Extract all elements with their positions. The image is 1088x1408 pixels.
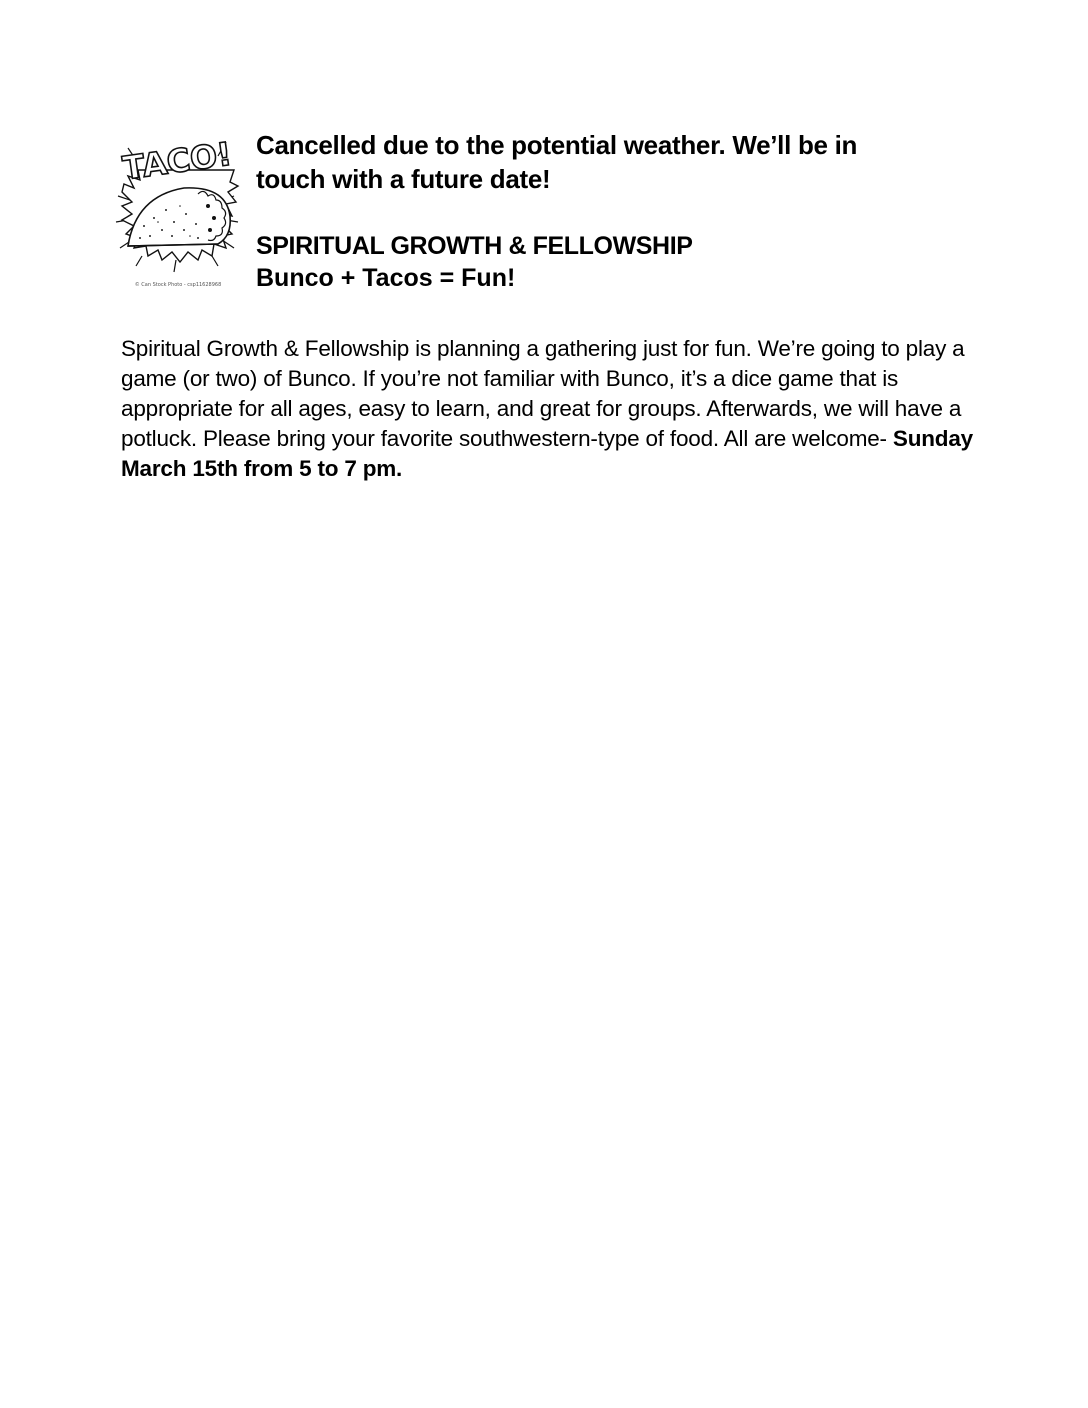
cancellation-line-1: Cancelled due to the potential weather. We’ll be in	[256, 130, 858, 160]
taco-illustration	[114, 126, 242, 292]
svg-text:TACO!: TACO!	[120, 134, 235, 188]
header-block	[256, 128, 1016, 294]
event-description-text: Spiritual Growth & Fellowship is planning a gathering just for fun. We’re going to play a game (or two) of Bunco. If you’re not familiar with Bunco, it’s a dice game that is appropriate for all ages, easy to learn, and great for groups. Afterwards, we will have a potluck. Please bring your favorite southwestern-type of food. All are welcome-	[121, 336, 965, 451]
cancellation-notice	[256, 128, 1016, 196]
event-date-time: Sunday March 15th from 5 to 7 pm.	[121, 426, 973, 481]
section-subtitle: Bunco + Tacos = Fun!	[256, 264, 516, 292]
svg-text:© Can Stock Photo - csp1162896: © Can Stock Photo - csp11628968	[134, 282, 222, 288]
cancellation-line-2: touch with a future date!	[256, 164, 551, 194]
section-title: SPIRITUAL GROWTH & FELLOWSHIP	[256, 232, 693, 260]
event-description	[121, 334, 981, 484]
